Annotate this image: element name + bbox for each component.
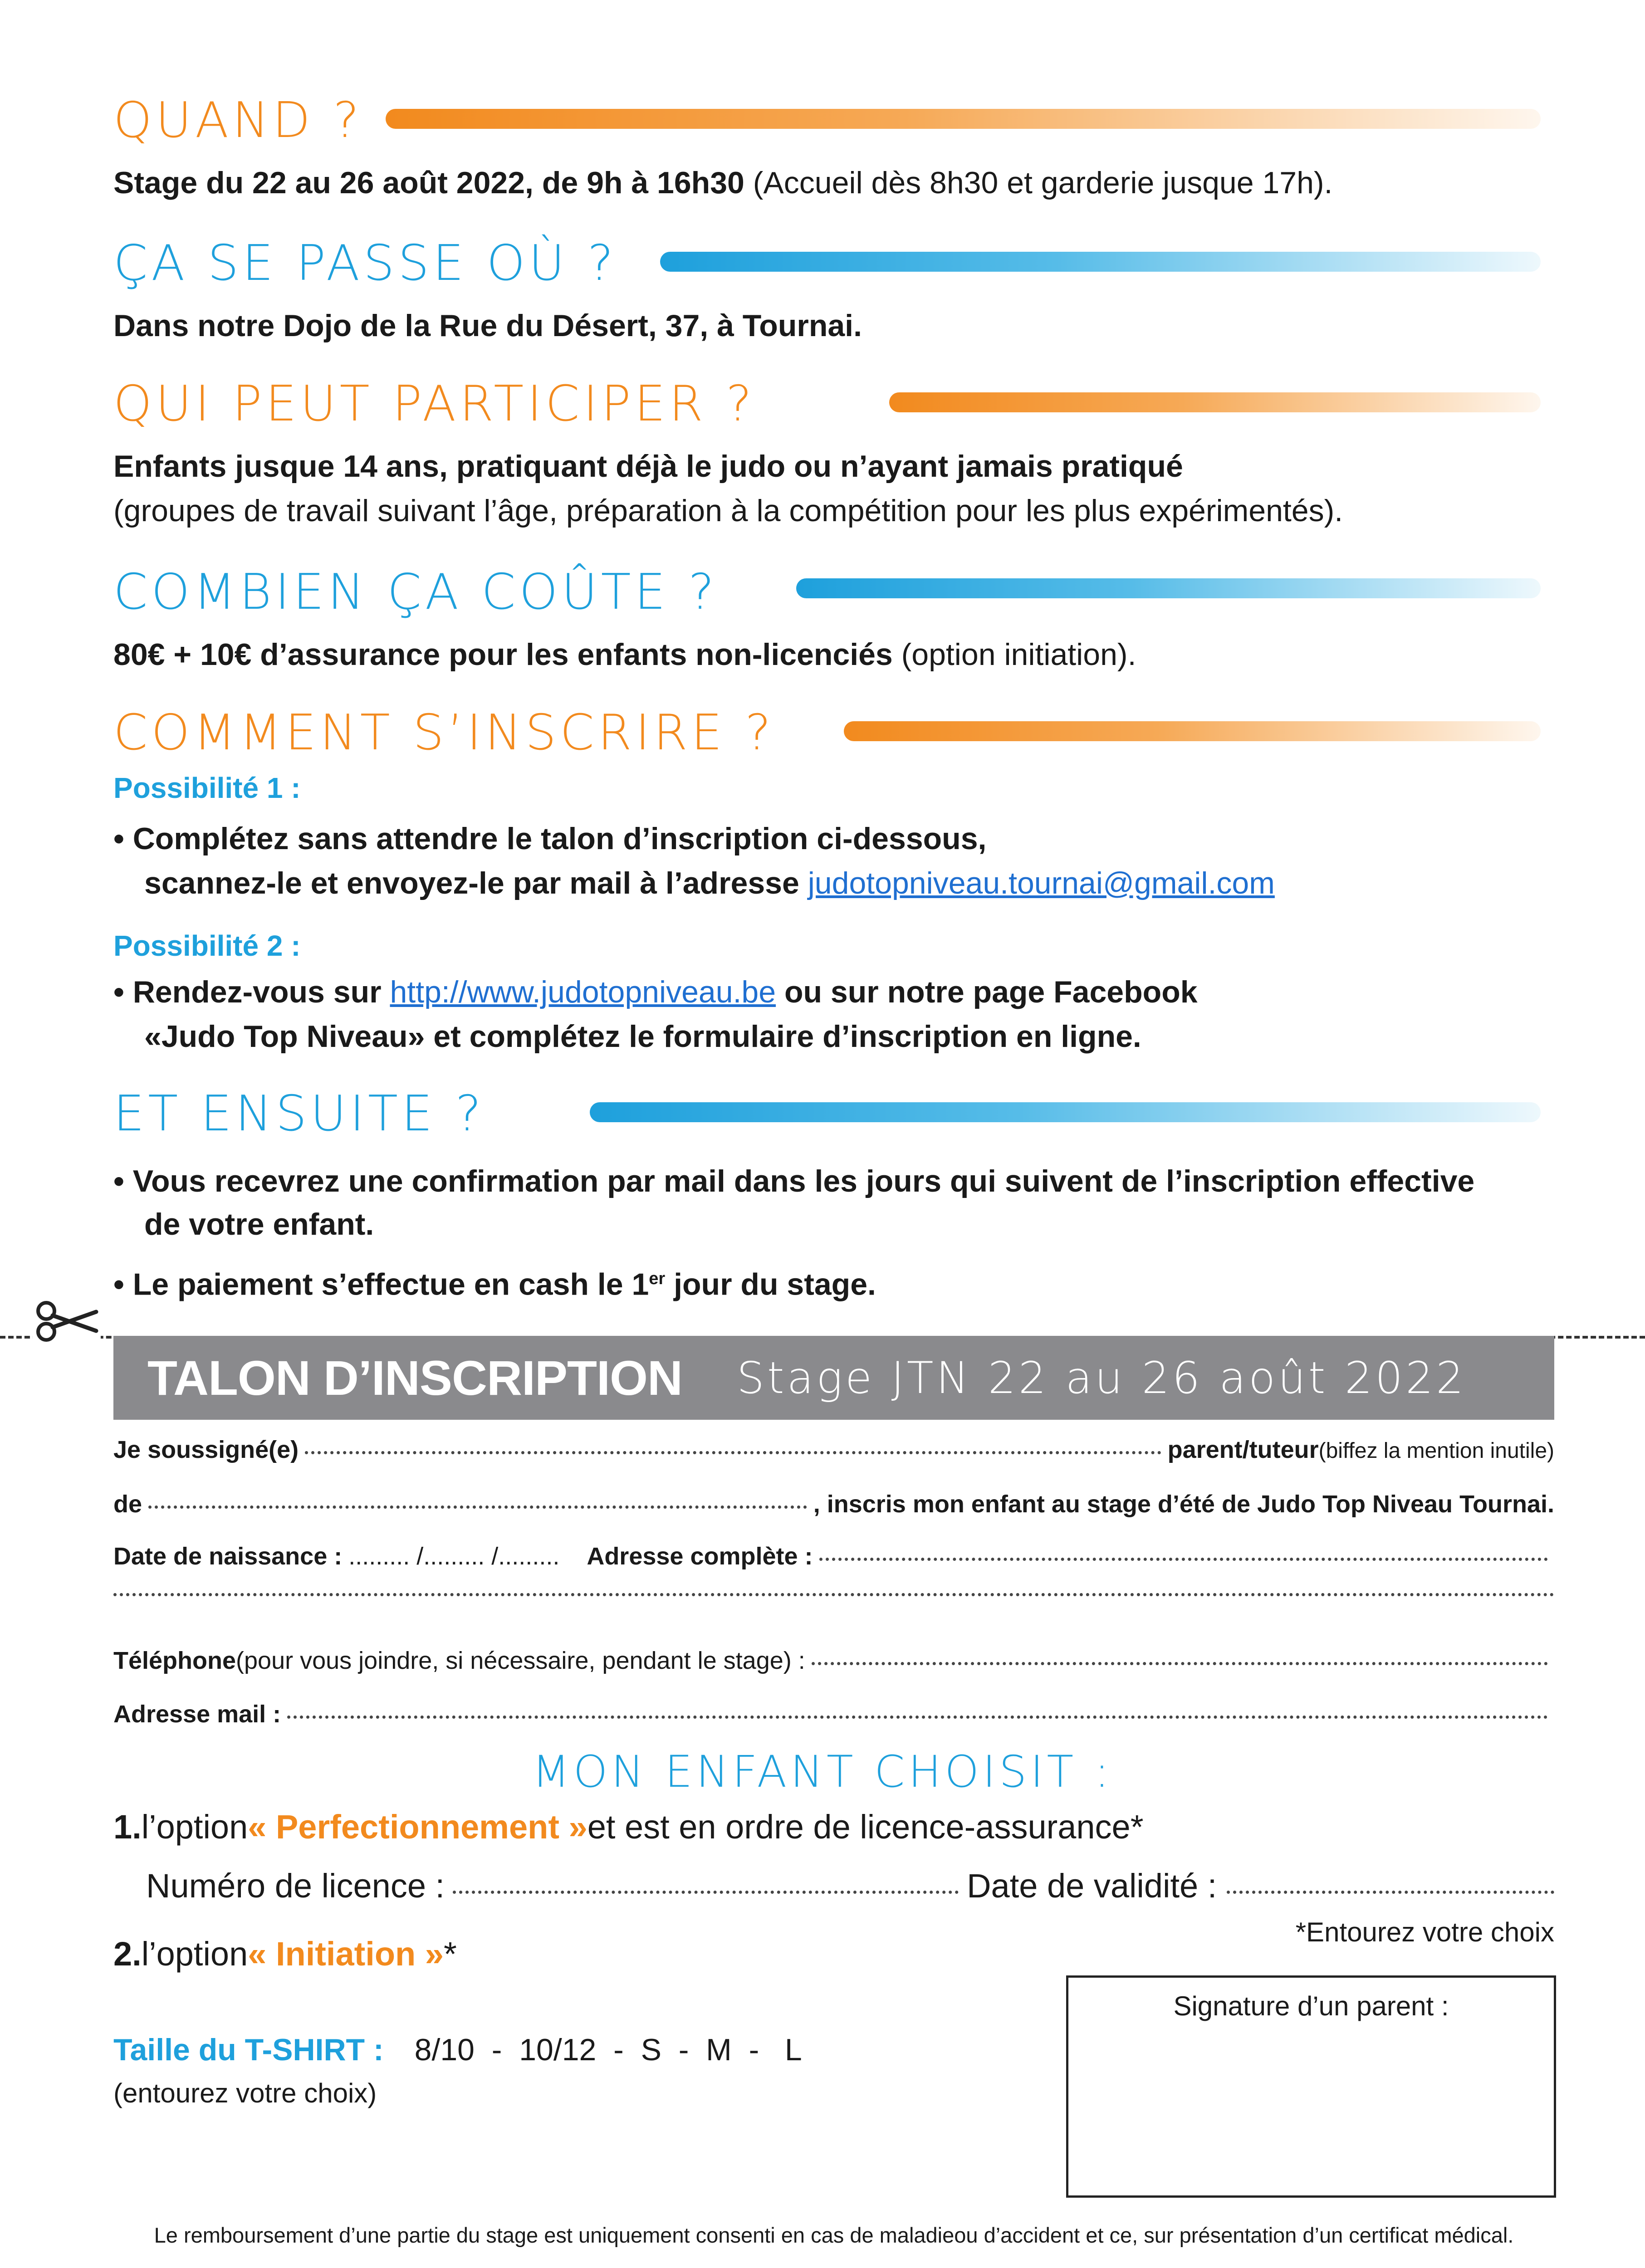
parent-label: parent/tuteur [1167,1436,1319,1463]
heading-quand: QUAND ? [113,92,363,149]
heading-ou: ÇA SE PASSE OÙ ? [113,235,617,292]
inscris-text: , inscris mon enfant au stage d’été de Judo Top Niveau Tournai. [813,1491,1554,1518]
combien-bold: 80€ + 10€ d’assurance pour les enfants non-licenciés [113,637,893,672]
choisit-heading: MON ENFANT CHOISIT : [532,1746,1113,1797]
talon-banner [113,1336,1554,1420]
mail-field[interactable] [287,1716,1548,1719]
adresse-field-2[interactable] [113,1593,1554,1596]
opt1-pre: l’option [141,1808,248,1846]
tshirt-label: Taille du T-SHIRT : [113,2033,384,2067]
possibilite-2-label: Possibilité 2 : [113,929,301,962]
form-row-de [113,1490,1554,1518]
possibilite-1-label: Possibilité 1 : [113,772,301,804]
form-row-adresse2 [113,1597,1554,1600]
licence-label: Numéro de licence : [146,1867,445,1905]
ensuite-b2-post: jour du stage. [665,1267,876,1302]
option-1-row [113,1808,1144,1846]
ou-text: Dans notre Dojo de la Rue du Désert, 37, à Tournai. [113,308,862,343]
poss1-line2 [113,861,1275,905]
telephone-label: Téléphone [113,1647,236,1674]
entourez-note: *Entourez votre choix [1295,1917,1554,1947]
form-row-naissance [113,1542,1554,1570]
email-link[interactable]: judotopniveau.tournai@gmail.com [808,866,1275,900]
telephone-note: (pour vous joindre, si nécessaire, pendant le stage) : [236,1647,805,1674]
adresse-label: Adresse complète : [587,1543,813,1570]
tshirt-row [113,2032,802,2068]
adresse-field[interactable] [819,1558,1548,1561]
de-label: de [113,1491,142,1518]
soussigne-field[interactable] [305,1451,1161,1454]
form-row-soussigne [113,1436,1554,1464]
poss2-line1 [113,970,1198,1014]
qui-line1: Enfants jusque 14 ans, pratiquant déjà le judo ou n’ayant jamais pratiqué [113,449,1183,484]
option-2-row [113,1935,457,1973]
orange-bar-quand [386,109,1541,129]
tshirt-sizes[interactable]: 8/10 - 10/12 - S - M - L [414,2033,802,2067]
opt1-name[interactable]: « Perfectionnement » [248,1808,588,1846]
opt2-post: * [443,1935,457,1973]
ensuite-b2-pre: • Le paiement s’effectue en cash le 1 [113,1267,649,1302]
website-link[interactable]: http://www.judotopniveau.be [390,975,776,1009]
opt2-name[interactable]: « Initiation » [248,1935,444,1973]
combien-text [113,633,1136,676]
heading-combien: COMBIEN ÇA COÛTE ? [113,563,718,621]
combien-normal: (option initiation). [892,637,1136,672]
poss2-pre: • Rendez-vous sur [113,975,390,1009]
quand-text [113,161,1332,205]
heading-ensuite: ET ENSUITE ? [113,1085,485,1142]
form-row-mail [113,1700,1554,1728]
mail-label: Adresse mail : [113,1701,281,1728]
poss1-line1: • Complétez sans attendre le talon d’inscription ci-dessous, [113,821,987,856]
ensuite-b1-line2: de votre enfant. [144,1207,374,1242]
tshirt-note: (entourez votre choix) [113,2078,377,2108]
blue-bar-ou [660,252,1541,272]
naissance-field[interactable]: ......... /......... /......... [348,1543,560,1570]
naissance-label: Date de naissance : [113,1543,343,1570]
validite-label: Date de validité : [967,1867,1217,1905]
de-field[interactable] [148,1505,807,1509]
blue-bar-combien [796,578,1541,598]
opt1-post: et est en ordre de licence-assurance* [587,1808,1144,1846]
quand-bold: Stage du 22 au 26 août 2022, de 9h à 16h30 [113,166,744,200]
poss1-line2-text: scannez-le et envoyez-le par mail à l’adresse [144,866,808,900]
footer-note: Le remboursement d’une partie du stage est uniquement consenti en cas de maladieou d’accident et ce, sur présentation d’un certificat médical. [154,2223,1514,2247]
telephone-field[interactable] [812,1662,1548,1665]
licence-row [146,1867,1554,1905]
poss2-line2: «Judo Top Niveau» et complétez le formulaire d’inscription en ligne. [144,1019,1141,1054]
blue-bar-ensuite [590,1102,1541,1122]
ensuite-b2 [113,1256,876,1307]
quand-normal: (Accueil dès 8h30 et garderie jusque 17h). [744,166,1333,200]
talon-subtitle: Stage JTN 22 au 26 août 2022 [736,1352,1467,1403]
poss2-post: ou sur notre page Facebook [776,975,1198,1009]
opt1-num: 1. [113,1808,142,1846]
qui-line2: (groupes de travail suivant l’âge, préparation à la compétition pour les plus expérimentés). [113,494,1343,528]
licence-field[interactable] [453,1891,959,1894]
ensuite-b2-sup: er [649,1269,666,1288]
heading-comment: COMMENT S’INSCRIRE ? [113,704,775,761]
scissors-icon [33,1296,101,1346]
opt2-num: 2. [113,1935,142,1973]
heading-qui: QUI PEUT PARTICIPER ? [113,375,756,432]
opt2-pre: l’option [141,1935,248,1973]
signature-box[interactable] [1066,1975,1556,2198]
parent-note: (biffez la mention inutile) [1318,1439,1554,1463]
signature-label: Signature d’un parent : [1173,1991,1449,2021]
orange-bar-qui [889,392,1541,412]
talon-title: TALON D’INSCRIPTION [147,1350,682,1405]
soussigne-label: Je soussigné(e) [113,1436,299,1463]
orange-bar-comment [844,721,1541,741]
validite-field[interactable] [1227,1891,1554,1894]
ensuite-b1-line1: • Vous recevrez une confirmation par mail dans les jours qui suivent de l’inscription effective [113,1164,1475,1198]
form-row-telephone [113,1647,1554,1675]
